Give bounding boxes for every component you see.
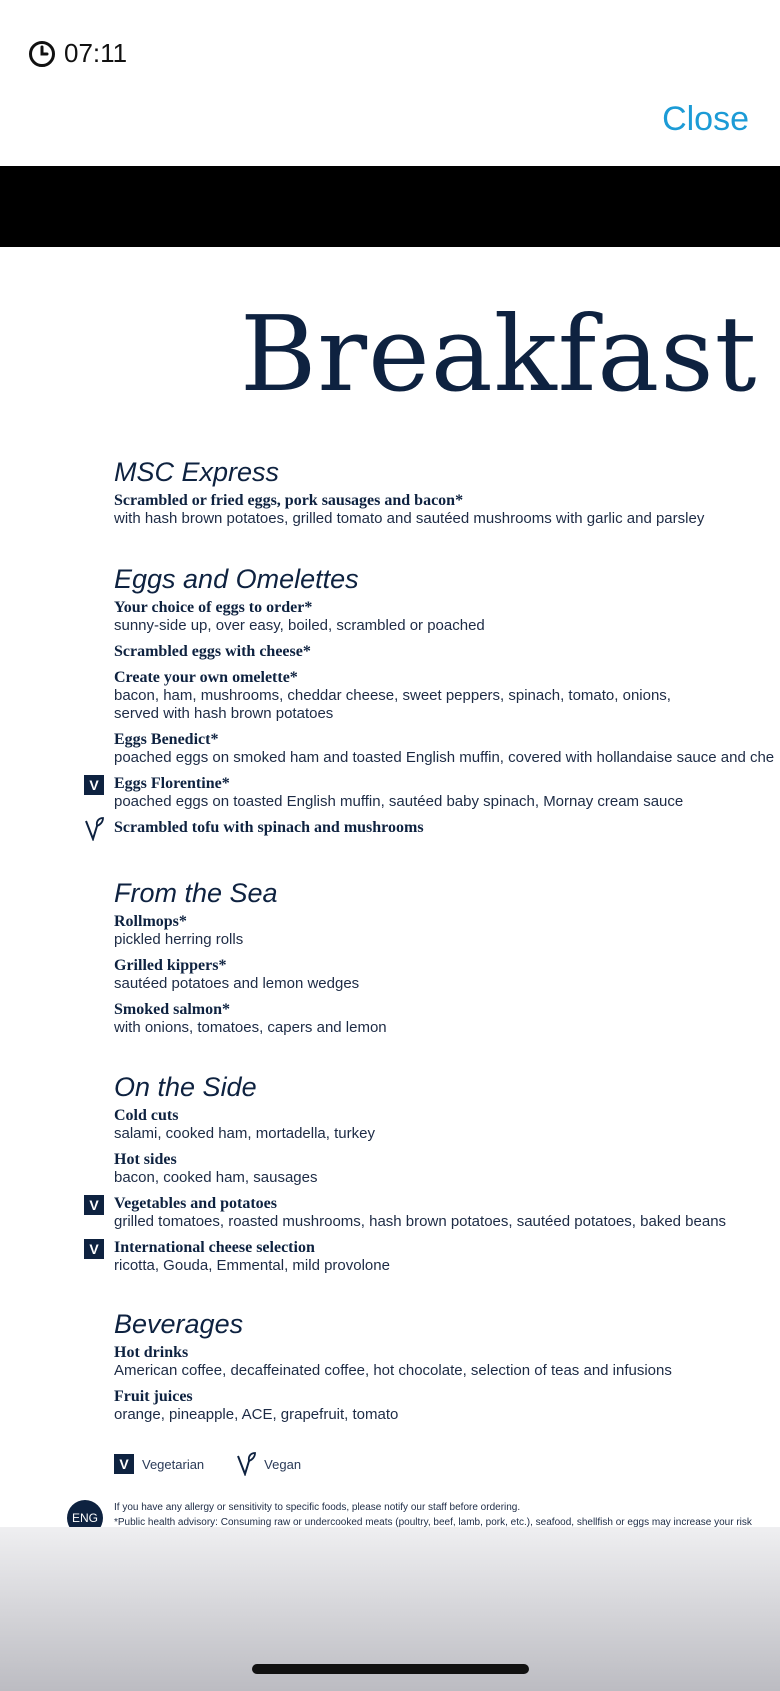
vegetarian-badge-icon: V: [84, 1195, 104, 1215]
page-title: Breakfast: [240, 293, 758, 415]
vegan-icon: [84, 817, 104, 841]
item-description: with onions, tomatoes, capers and lemon: [114, 1019, 387, 1036]
item-description: sautéed potatoes and lemon wedges: [114, 975, 360, 992]
menu-item: [114, 1151, 780, 1187]
item-description: orange, pineapple, ACE, grapefruit, tomato: [114, 1406, 399, 1423]
vegetarian-badge-icon: V: [84, 1239, 104, 1259]
item-description: bacon, cooked ham, sausages: [114, 1169, 318, 1186]
item-name: Scrambled tofu with spinach and mushrooms: [114, 819, 424, 836]
item-name: International cheese selection: [114, 1239, 315, 1256]
close-button[interactable]: Close: [662, 100, 749, 138]
item-description: salami, cooked ham, mortadella, turkey: [114, 1125, 375, 1142]
item-name: Vegetables and potatoes: [114, 1195, 277, 1212]
item-name: Create your own omelette*: [114, 669, 298, 686]
status-bar: [28, 38, 127, 69]
item-description: ricotta, Gouda, Emmental, mild provolone: [114, 1257, 390, 1274]
menu-item: [114, 731, 780, 767]
menu-item: [114, 913, 780, 949]
clock-icon: [28, 40, 56, 68]
notice-line: If you have any allergy or sensitivity to specific foods, please notify our staff before ordering.: [114, 1502, 521, 1513]
menu-item: [89, 1195, 780, 1231]
menu-item: [114, 1344, 780, 1380]
item-name: Smoked salmon*: [114, 1001, 231, 1018]
section-heading: From the Sea: [114, 878, 278, 908]
item-name: Scrambled eggs with cheese*: [114, 643, 311, 660]
section-heading: Eggs and Omelettes: [114, 564, 359, 594]
language-badge[interactable]: ENG: [67, 1500, 103, 1527]
menu-document[interactable]: [0, 247, 780, 1527]
menu-item: [114, 599, 780, 635]
menu-item: [114, 492, 780, 528]
notice-line: *Public health advisory: Consuming raw or undercooked meats (poultry, beef, lamb, pork, etc.), seafood, shellfish or eggs may increase your risk: [114, 1517, 752, 1527]
item-name: Your choice of eggs to order*: [114, 599, 313, 616]
item-name: Hot sides: [114, 1151, 177, 1168]
document-top-bar: [0, 166, 780, 247]
item-description: poached eggs on smoked ham and toasted English muffin, covered with hollandaise sauce and che: [114, 749, 775, 766]
item-name: Eggs Benedict*: [114, 731, 219, 748]
item-name: Scrambled or fried eggs, pork sausages and bacon*: [114, 492, 464, 509]
vegan-legend-icon: [236, 1452, 256, 1476]
vegetarian-badge-icon: V: [84, 775, 104, 795]
legend-vegan-label: Vegan: [264, 1456, 302, 1472]
menu-item: [114, 1001, 780, 1037]
menu-item: [114, 819, 780, 837]
legend-vegetarian-label: Vegetarian: [142, 1456, 205, 1472]
vegetarian-legend-icon: V: [114, 1454, 134, 1474]
item-name: Eggs Florentine*: [114, 775, 230, 792]
menu-item: [114, 643, 780, 661]
item-name: Fruit juices: [114, 1388, 193, 1405]
status-time: 07:11: [64, 38, 128, 68]
menu-item: [89, 775, 780, 811]
item-description: with hash brown potatoes, grilled tomato and sautéed mushrooms with garlic and parsley: [114, 510, 705, 527]
item-description: pickled herring rolls: [114, 931, 244, 948]
menu-item: [114, 669, 780, 723]
item-description: American coffee, decaffeinated coffee, hot chocolate, selection of teas and infusions: [114, 1362, 672, 1379]
item-description: sunny-side up, over easy, boiled, scrambled or poached: [114, 617, 485, 634]
menu-item: [114, 1107, 780, 1143]
section-heading: On the Side: [114, 1072, 257, 1102]
section-beverages: [114, 1309, 780, 1432]
section-from-the-sea: [114, 878, 780, 1045]
section-heading: MSC Express: [114, 457, 280, 487]
item-name: Cold cuts: [114, 1107, 179, 1124]
menu-item: [89, 1239, 780, 1275]
section-eggs-omelettes: [89, 564, 780, 845]
section-heading: Beverages: [114, 1309, 244, 1339]
item-description: grilled tomatoes, roasted mushrooms, hash brown potatoes, sautéed potatoes, baked beans: [114, 1213, 727, 1230]
item-name: Rollmops*: [114, 913, 187, 930]
allergy-notice: [114, 1500, 752, 1527]
item-name: Grilled kippers*: [114, 957, 227, 974]
dietary-legend: [114, 1452, 301, 1476]
item-description-cont: served with hash brown potatoes: [114, 705, 334, 722]
home-indicator[interactable]: [252, 1664, 529, 1674]
item-name: Hot drinks: [114, 1344, 189, 1361]
section-on-the-side: [89, 1072, 780, 1283]
section-msc-express: [114, 457, 780, 536]
item-description: poached eggs on toasted English muffin, sautéed baby spinach, Mornay cream sauce: [114, 793, 684, 810]
menu-item: [114, 1388, 780, 1424]
menu-item: [114, 957, 780, 993]
item-description: bacon, ham, mushrooms, cheddar cheese, sweet peppers, spinach, tomato, onions,: [114, 687, 671, 704]
